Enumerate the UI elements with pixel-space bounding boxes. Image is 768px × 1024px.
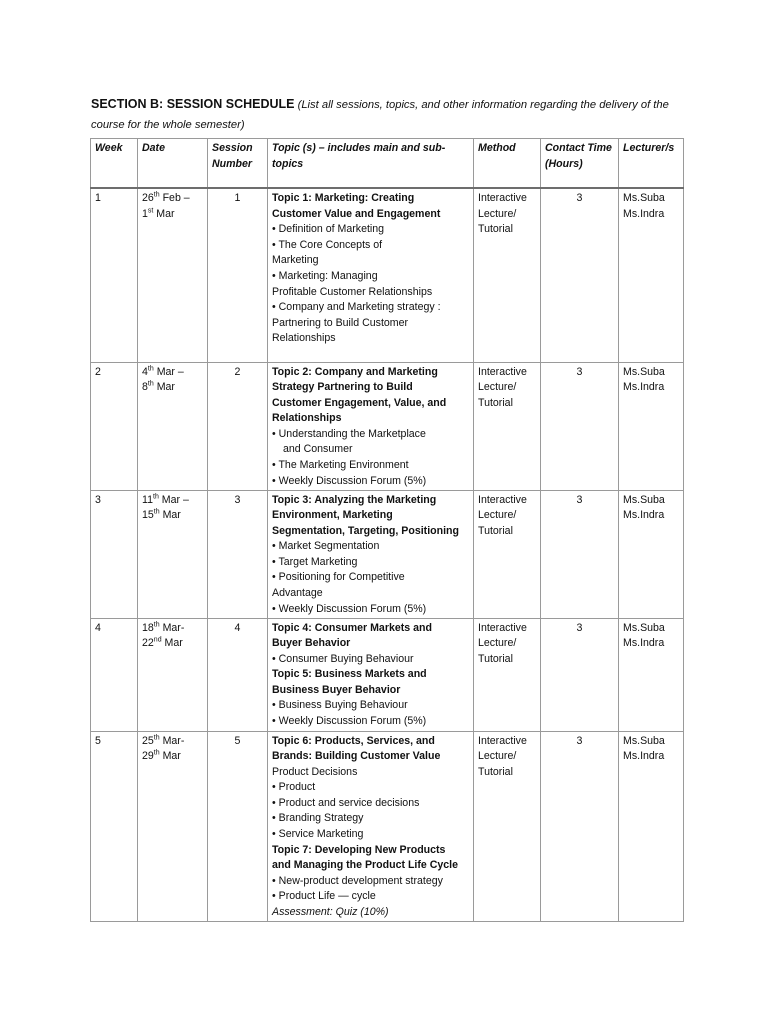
topics-cell — [268, 618, 474, 731]
date-start-suffix: th — [153, 733, 160, 741]
date-start-day: 18 — [142, 621, 154, 634]
lecturer-name: Ms.Suba — [623, 621, 665, 634]
date-start-month: Mar – — [158, 493, 189, 506]
lecturers-cell — [619, 362, 684, 490]
table-row — [91, 490, 684, 618]
method-line: Tutorial — [478, 223, 513, 236]
method-line: Interactive — [478, 192, 527, 204]
topic-line: Relationships — [272, 332, 336, 345]
topic-line: • Product — [272, 781, 316, 794]
session-number-cell: 1 — [208, 188, 268, 362]
lecturers-cell — [619, 731, 684, 921]
table-row — [91, 618, 684, 731]
date-start-month: Feb – — [159, 192, 190, 204]
topic-line: Topic 4: Consumer Markets and — [272, 621, 432, 634]
topic-line: • Understanding the Marketplace — [272, 427, 426, 440]
date-start-suffix: th — [147, 364, 154, 372]
date-end — [142, 207, 203, 223]
date-end-suffix: th — [153, 749, 160, 757]
method-line: Tutorial — [478, 765, 513, 778]
lecturer-name: Ms.Indra — [623, 750, 665, 763]
session-number-cell: 5 — [208, 731, 268, 921]
header-week: Week — [91, 139, 138, 189]
topic-line: • Market Segmentation — [272, 540, 380, 553]
date-end-suffix: th — [153, 508, 160, 516]
lecturer-name: Ms.Indra — [623, 637, 665, 650]
method-line: Lecture/ — [478, 509, 517, 522]
section-title: SECTION B: SESSION SCHEDULE — [91, 97, 295, 111]
topic-line: Topic 7: Developing New Products — [272, 843, 446, 856]
date-start — [142, 734, 203, 750]
method-line: Tutorial — [478, 524, 513, 537]
method-cell — [474, 362, 541, 490]
method-line: Interactive — [478, 734, 527, 747]
method-line: Lecture/ — [478, 637, 517, 650]
topic-line: and Managing the Product Life Cycle — [272, 859, 459, 872]
method-cell — [474, 490, 541, 618]
topic-line: • New-product development strategy — [272, 874, 443, 887]
lecturer-name: Ms.Indra — [623, 207, 665, 220]
date-cell — [138, 490, 208, 618]
method-line: Lecture/ — [478, 750, 517, 763]
table-row — [91, 362, 684, 490]
date-cell — [138, 188, 208, 362]
date-cell — [138, 731, 208, 921]
topic-line: • Company and Marketing strategy : — [272, 301, 441, 314]
topic-line: • Weekly Discussion Forum (5%) — [272, 474, 427, 487]
section-note: (List all sessions, topics, and other information regarding the delivery of the course for the whole semester) — [91, 99, 669, 131]
date-end-month: Mar — [159, 509, 181, 522]
date-start-month: Mar – — [153, 365, 184, 378]
header-topics: Topic (s) – includes main and sub-topics — [268, 139, 474, 189]
topic-line: • Weekly Discussion Forum (5%) — [272, 715, 427, 728]
header-session-number: Session Number — [208, 139, 268, 189]
topic-line: Partnering to Build Customer — [272, 316, 409, 329]
topics-cell — [268, 731, 474, 921]
lecturer-name: Ms.Suba — [623, 192, 665, 204]
header-contact-time: Contact Time (Hours) — [541, 139, 619, 189]
topic-line: • Positioning for Competitive — [272, 571, 405, 584]
lecturer-name: Ms.Suba — [623, 734, 665, 747]
topic-line: Customer Value and Engagement — [272, 207, 441, 220]
topic-line: Buyer Behavior — [272, 637, 351, 650]
lecturers-cell — [619, 490, 684, 618]
date-end-month: Mar — [153, 207, 175, 220]
date-end-month: Mar — [159, 750, 181, 763]
topics-cell — [268, 490, 474, 618]
topic-line: • Product Life — cycle — [272, 890, 376, 903]
date-end — [142, 508, 203, 524]
date-start-suffix: th — [153, 492, 159, 500]
session-number-cell: 4 — [208, 618, 268, 731]
date-end-month: Mar — [153, 381, 175, 394]
topic-line: Topic 6: Products, Services, and — [272, 734, 435, 747]
lecturer-name: Ms.Suba — [623, 493, 665, 506]
lecturer-name: Ms.Indra — [623, 381, 665, 394]
table-row — [91, 188, 684, 362]
topic-line: • Consumer Buying Behaviour — [272, 652, 414, 665]
session-number-cell: 3 — [208, 490, 268, 618]
week-cell: 1 — [91, 188, 138, 362]
method-line: Tutorial — [478, 396, 513, 409]
contact-time-cell: 3 — [541, 362, 619, 490]
date-start-day: 25 — [142, 734, 154, 747]
method-line: Lecture/ — [478, 381, 517, 394]
topic-line: Topic 1: Marketing: Creating — [272, 192, 415, 204]
section-heading — [91, 94, 691, 135]
method-line: Lecture/ — [478, 207, 517, 220]
topic-line: • Target Marketing — [272, 555, 358, 568]
topic-line: Assessment: Quiz (10%) — [272, 906, 389, 919]
topic-line: • The Marketing Environment — [272, 459, 409, 472]
contact-time-cell: 3 — [541, 188, 619, 362]
date-start-month: Mar- — [159, 734, 185, 747]
week-cell: 4 — [91, 618, 138, 731]
date-end-suffix: th — [147, 380, 154, 388]
topic-line: Brands: Building Customer Value — [272, 750, 441, 763]
method-cell — [474, 188, 541, 362]
topic-line: • Definition of Marketing — [272, 223, 385, 236]
lecturer-name: Ms.Suba — [623, 365, 665, 378]
date-cell — [138, 618, 208, 731]
method-line: Interactive — [478, 365, 527, 378]
date-end — [142, 636, 203, 652]
date-start-day: 26 — [142, 192, 154, 204]
date-end-day: 1 — [142, 207, 148, 220]
topic-line: Advantage — [272, 587, 323, 600]
session-schedule-table — [90, 138, 684, 922]
date-start — [142, 191, 203, 207]
date-start-suffix: th — [153, 191, 160, 199]
contact-time-cell: 3 — [541, 490, 619, 618]
date-end-day: 22 — [142, 637, 154, 650]
topic-line: • Product and service decisions — [272, 796, 420, 809]
header-date: Date — [138, 139, 208, 189]
method-line: Interactive — [478, 493, 527, 506]
lecturers-cell — [619, 618, 684, 731]
topic-line: Marketing — [272, 254, 319, 267]
date-start-suffix: th — [153, 620, 160, 628]
topic-line: Profitable Customer Relationships — [272, 285, 433, 298]
contact-time-cell: 3 — [541, 618, 619, 731]
date-end-suffix: nd — [153, 636, 162, 644]
topic-line: Relationships — [272, 412, 342, 425]
date-cell — [138, 362, 208, 490]
header-lecturers: Lecturer/s — [619, 139, 684, 189]
date-end-day: 8 — [142, 381, 148, 394]
lecturer-name: Ms.Indra — [623, 509, 665, 522]
method-cell — [474, 618, 541, 731]
date-start — [142, 365, 203, 381]
date-end — [142, 380, 203, 396]
date-start — [142, 493, 203, 509]
topic-line: • Business Buying Behaviour — [272, 699, 408, 712]
method-line: Tutorial — [478, 652, 513, 665]
date-end-month: Mar — [161, 637, 183, 650]
header-method: Method — [474, 139, 541, 189]
topic-line: Topic 3: Analyzing the Marketing — [272, 493, 437, 506]
date-end-day: 15 — [142, 509, 154, 522]
week-cell: 3 — [91, 490, 138, 618]
topics-cell — [268, 362, 474, 490]
date-start-day: 4 — [142, 365, 148, 378]
table-header-row — [91, 139, 684, 189]
method-line: Interactive — [478, 621, 527, 634]
table-row — [91, 731, 684, 921]
date-end-day: 29 — [142, 750, 154, 763]
topic-line: • Service Marketing — [272, 828, 364, 841]
topic-line: Environment, Marketing — [272, 509, 393, 522]
topic-line: Business Buyer Behavior — [272, 683, 401, 696]
date-end — [142, 749, 203, 765]
date-end-suffix: st — [147, 207, 154, 215]
method-cell — [474, 731, 541, 921]
topic-line: Topic 2: Company and Marketing — [272, 365, 438, 378]
topic-line: Topic 5: Business Markets and — [272, 668, 427, 681]
topic-line: • Marketing: Managing — [272, 269, 378, 282]
topic-line: • Branding Strategy — [272, 812, 364, 825]
topic-line: Strategy Partnering to Build — [272, 381, 413, 394]
topic-line: and Consumer — [283, 443, 353, 456]
date-start-month: Mar- — [159, 621, 185, 634]
date-start-day: 11 — [142, 493, 153, 506]
topic-line: Customer Engagement, Value, and — [272, 396, 447, 409]
date-start — [142, 621, 203, 637]
week-cell: 5 — [91, 731, 138, 921]
topic-line: Segmentation, Targeting, Positioning — [272, 524, 459, 537]
week-cell: 2 — [91, 362, 138, 490]
topics-cell — [268, 188, 474, 362]
session-number-cell: 2 — [208, 362, 268, 490]
topic-line: • The Core Concepts of — [272, 238, 383, 251]
topic-line: • Weekly Discussion Forum (5%) — [272, 602, 427, 615]
topic-line: Product Decisions — [272, 765, 358, 778]
contact-time-cell: 3 — [541, 731, 619, 921]
lecturers-cell — [619, 188, 684, 362]
